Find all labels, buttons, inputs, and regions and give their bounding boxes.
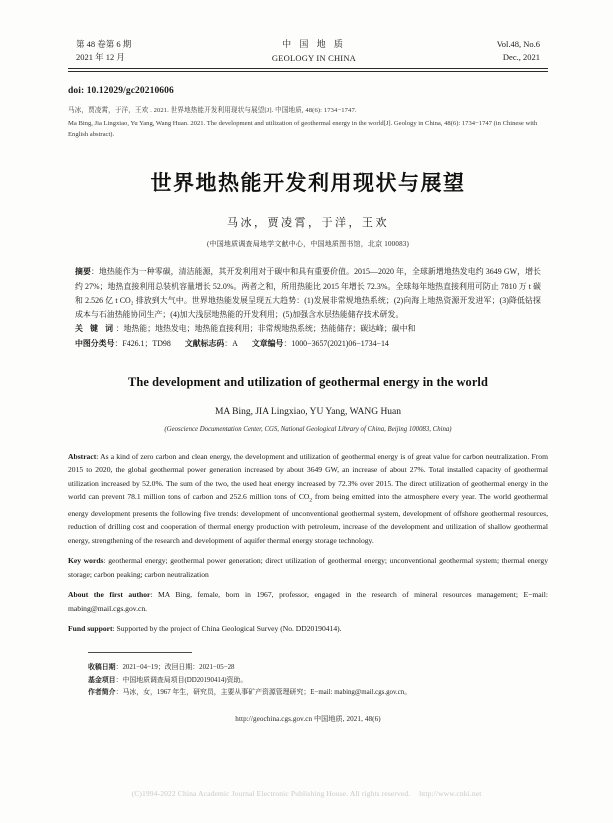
keywords-chinese	[75, 322, 541, 336]
page-content	[68, 38, 548, 724]
footnote-author-text: ：马冰，女，1967 年生，研究员，主要从事矿产资源管理研究；E−mail: mabing@mail.cgs.gov.cn。	[115, 689, 412, 697]
keywords-english	[68, 554, 548, 581]
abstract-text-english-part1: : As a kind of zero carbon and clean energy, the development and utilization of geothermal energy is of great value for carbon neutralization. From 2015 to 2020, the global geothermal power generation increased by about 3649 GW, an increase of about 27%. Total installed capacity of geothermal utilization increased by 52.0%. The sum of the two, the used heat energy increased by 72.3% over 2015. The direct utilization of geothermal energy in the world can prevent 78.1 million tons of carbon and 252.6 million tons of CO	[68, 451, 548, 502]
article-id-label: 文章编号	[251, 338, 284, 348]
cnki-url: http://www.cnki.net	[419, 789, 482, 798]
clc-label: 中图分类号	[75, 338, 115, 348]
about-author-text: : MA Bing, female, born in 1967, professor, engaged in the research of mineral resources management; E−mail: mabing@mail.cgs.gov.cn.	[68, 590, 548, 613]
keywords-text-english: : geothermal energy; geothermal power generation; direct utilization of geothermal energy; unconventional geothermal system; thermal energy storage; carbon peaking; carbon neutralization	[68, 556, 548, 579]
keywords-label-chinese: 关 键 词	[75, 323, 116, 333]
running-head-right	[497, 38, 540, 64]
footer-url: http://geochina.cgs.gov.cn 中国地质, 2021, 48(6)	[235, 715, 381, 724]
article-id-value: ：1000−3657(2021)06−1734−14	[283, 338, 389, 348]
authors-chinese: 马冰，贾凌霄，于洋，王欢	[227, 217, 389, 230]
doc-code-label: 文献标志码	[184, 338, 225, 348]
clc-value: ：F426.1；TD98	[114, 338, 171, 348]
cnki-watermark-bar	[0, 789, 613, 798]
running-head-left	[76, 38, 131, 64]
about-first-author	[68, 588, 548, 615]
affiliation-chinese: (中国地质调查局地学文献中心，中国地质图书馆，北京 100083)	[206, 240, 409, 249]
fund-support-label: Fund support	[68, 624, 113, 634]
doc-code-value: ：A	[224, 338, 238, 348]
citation-english: Ma Bing, Jia Lingxiao, Yu Yang, Wang Huan. 2021. The development and utilization of geothermal energy in the world[J]. Geology in China, 48(6): 1734−1747 (in Chinese with English abstract).	[68, 119, 538, 139]
abstract-text-english-part2: from being emitted into the atmosphere every year. The world geothermal energy development presents the following five trends: development of unconventional geothermal system, development of offshore geothermal resources, reduction of drilling cost and cooperation of thermal energy production with petroleum, increase of the development and utilization of shallow geothermal energy, strengthening of the research and development of aquifer thermal energy storage technology.	[68, 492, 548, 545]
footnote-fund	[88, 675, 548, 688]
doi-line: doi: 10.12029/gc20210606	[68, 85, 174, 96]
fund-support-text: : Supported by the project of China Geological Survey (No. DD20190414).	[112, 624, 342, 634]
about-author-label: About the first author	[68, 590, 151, 600]
classification-chinese	[75, 336, 541, 351]
cnki-copyright: (C)1994-2022 China Academic Journal Electronic Publishing House. All rights reserved.	[131, 789, 411, 798]
authors-english: MA Bing, JIA Lingxiao, YU Yang, WANG Huan	[214, 406, 402, 417]
volume-issue-cn: 第 48 卷第 6 期	[76, 39, 132, 49]
abstract-label-chinese: 摘要	[75, 267, 91, 277]
running-head	[68, 38, 548, 68]
footnote-divider	[88, 652, 192, 653]
date-en: Dec., 2021	[502, 52, 540, 63]
footnote-fund-label: 基金项目	[88, 676, 116, 684]
abstract-label-english: Abstract	[68, 451, 97, 461]
journal-title-cn: 中 国 地 质	[282, 39, 346, 49]
running-head-center	[272, 38, 356, 65]
journal-title-en: GEOLOGY IN CHINA	[271, 52, 357, 63]
page-title-chinese: 世界地热能开发利用现状与展望	[150, 171, 466, 196]
keywords-label-english: Key words	[68, 556, 104, 566]
abstract-english	[68, 450, 548, 547]
citation-chinese: 马冰，贾凌霄，于洋，王欢 . 2021. 世界地热能开发利用现状与展望[J]. 中国地质, 48(6): 1734−1747.	[68, 106, 357, 114]
footnote-author	[88, 687, 548, 700]
date-cn: 2021 年 12 月	[76, 52, 125, 63]
abstract-chinese	[75, 265, 541, 321]
received-text: ：2021−04−19；改回日期：2021−05−28	[115, 663, 235, 671]
keywords-text-chinese: ：地热能；地热发电；地热能直接利用；非常规地热系统；热能储存；碳达峰；碳中和	[115, 323, 416, 333]
fund-support	[68, 622, 548, 636]
received-label: 收稿日期	[88, 663, 116, 671]
affiliation-english: (Geoscience Documentation Center, CGS, National Geological Library of China, Beijing 100083, China)	[164, 425, 452, 433]
page-title-english: The development and utilization of geothermal energy in the world	[128, 374, 488, 389]
footnote-received	[88, 662, 548, 675]
volume-issue-en: Vol.48, No.6	[496, 39, 540, 49]
footnote-author-label: 作者简介	[88, 689, 116, 697]
abstract-text-chinese: ：地热能作为一种零碳，清洁能源，其开发利用对于碳中和具有重要价值。2015—2020 年，全球新增地热发电约 3649 GW，增长约 27%；地热直接利用总装机容量增长 52.0%。两者之和，所用热能比 2015 年增长 72.3%。全球每年地热直接利用可防止 7810 万 t 碳和 2.526 亿 t CO₂ 排放到大气中。世界地热能发展呈现五大趋势：(1)发展非常规地热系统；(2)向海上地热资源开发进军；(3)降低钻探成本与石油热能协同生产；(4)加大浅层地热能的开发利用；(5)加强含水层热能储存技术研发。	[75, 267, 541, 319]
footnotes-block	[88, 662, 548, 700]
footnote-fund-text: ：中国地质调查局项目(DD20190414)资助。	[115, 676, 248, 684]
abstract-subscript: 2	[309, 497, 313, 504]
header-divider	[68, 68, 548, 71]
